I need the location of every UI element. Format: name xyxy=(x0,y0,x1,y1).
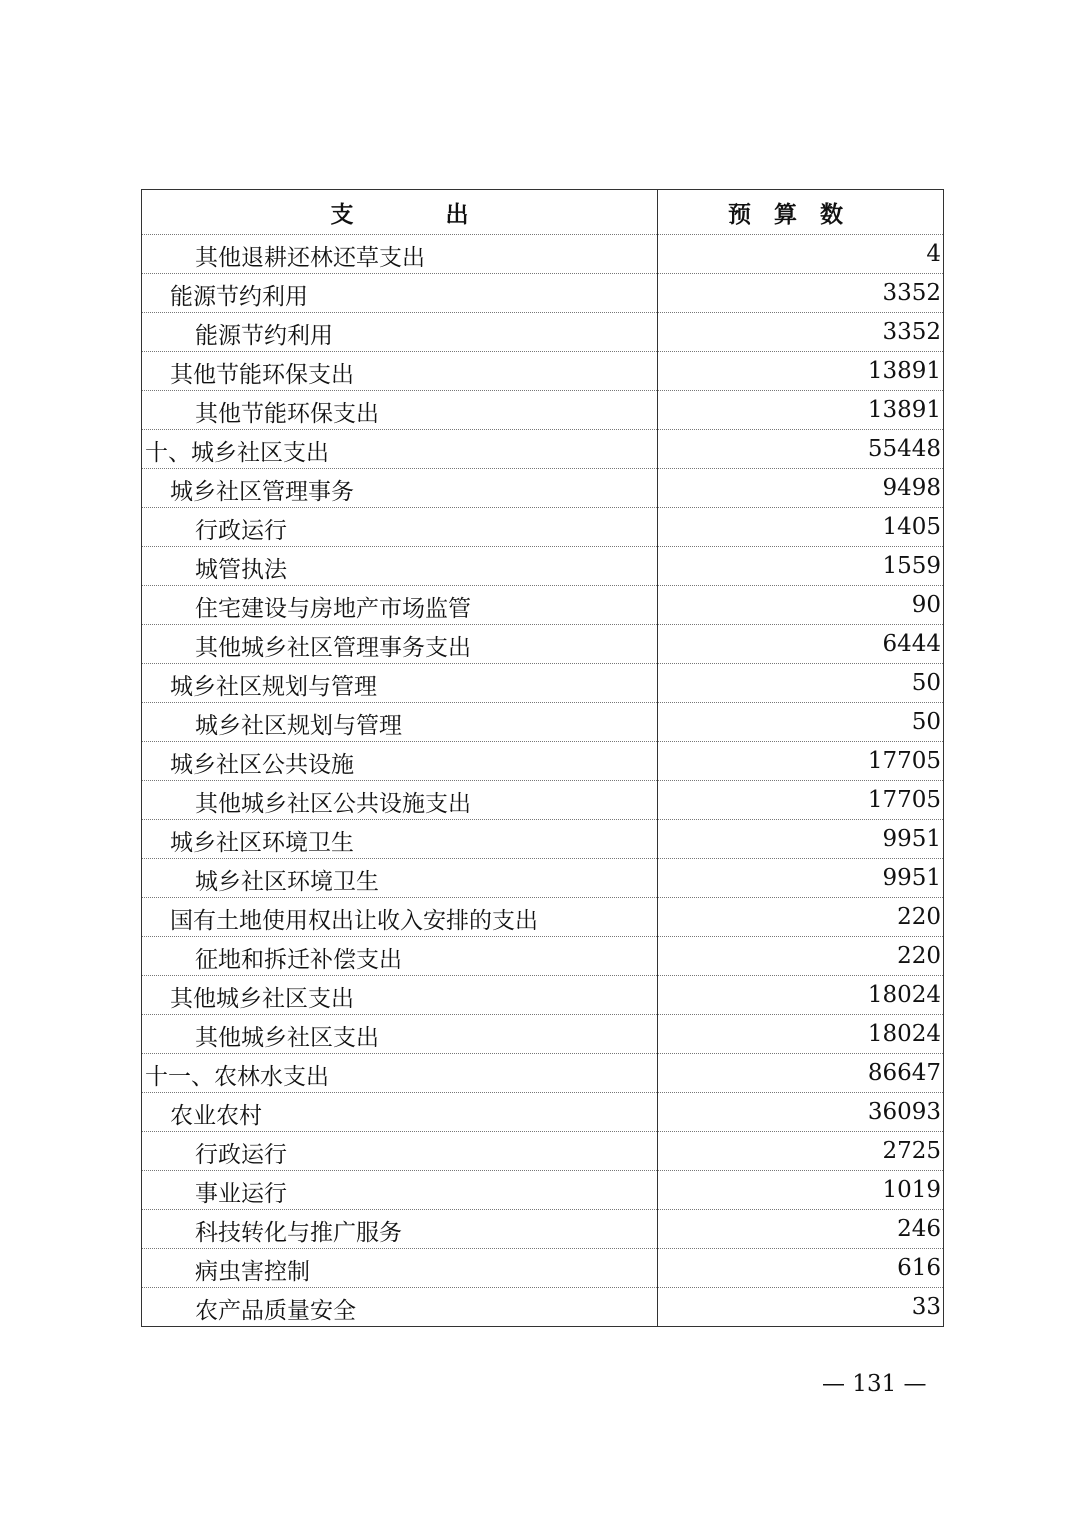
row-item-name xyxy=(142,1015,658,1054)
table-row xyxy=(142,1054,944,1093)
row-item-name xyxy=(142,742,658,781)
page-number: — 131 — xyxy=(822,1371,927,1397)
row-item-name xyxy=(142,1249,658,1288)
row-item-label: 能源节约利用 xyxy=(170,284,308,310)
row-amount: 86647 xyxy=(658,1054,944,1093)
row-amount: 1405 xyxy=(658,508,944,547)
table-row xyxy=(142,391,944,430)
row-amount: 9951 xyxy=(658,859,944,898)
row-item-name xyxy=(142,1288,658,1327)
row-item-label: 其他城乡社区支出 xyxy=(170,986,354,1012)
row-item-name xyxy=(142,274,658,313)
table-row xyxy=(142,469,944,508)
row-amount: 3352 xyxy=(658,313,944,352)
row-item-label: 事业运行 xyxy=(195,1181,287,1207)
row-item-name xyxy=(142,430,658,469)
row-item-name xyxy=(142,235,658,274)
row-amount: 55448 xyxy=(658,430,944,469)
row-amount: 50 xyxy=(658,703,944,742)
row-item-name xyxy=(142,1171,658,1210)
row-item-label: 行政运行 xyxy=(195,518,287,544)
table-row xyxy=(142,703,944,742)
row-amount: 18024 xyxy=(658,1015,944,1054)
table-row xyxy=(142,586,944,625)
row-item-label: 城乡社区管理事务 xyxy=(170,479,354,505)
row-item-name xyxy=(142,820,658,859)
table-row xyxy=(142,1015,944,1054)
row-item-name xyxy=(142,859,658,898)
table-body xyxy=(142,235,944,1327)
row-item-label: 行政运行 xyxy=(195,1142,287,1168)
row-item-label: 城乡社区环境卫生 xyxy=(195,869,379,895)
table-header xyxy=(142,190,944,235)
row-item-label: 其他退耕还林还草支出 xyxy=(195,245,425,271)
table-row xyxy=(142,859,944,898)
table-row xyxy=(142,1171,944,1210)
row-item-name xyxy=(142,352,658,391)
table-row xyxy=(142,1288,944,1327)
row-item-label: 国有土地使用权出让收入安排的支出 xyxy=(170,908,538,934)
row-item-name xyxy=(142,781,658,820)
table-row xyxy=(142,625,944,664)
table-row xyxy=(142,898,944,937)
row-amount: 13891 xyxy=(658,391,944,430)
row-item-label: 城乡社区规划与管理 xyxy=(170,674,377,700)
table-row xyxy=(142,976,944,1015)
row-amount: 1559 xyxy=(658,547,944,586)
row-amount: 4 xyxy=(658,235,944,274)
table-row xyxy=(142,508,944,547)
table-row xyxy=(142,1093,944,1132)
table-row xyxy=(142,1210,944,1249)
row-amount: 220 xyxy=(658,937,944,976)
table-row xyxy=(142,313,944,352)
row-item-name xyxy=(142,508,658,547)
row-item-label: 农业农村 xyxy=(170,1103,262,1129)
row-item-name xyxy=(142,703,658,742)
table-row xyxy=(142,274,944,313)
row-item-name xyxy=(142,625,658,664)
row-item-label: 城乡社区规划与管理 xyxy=(195,713,402,739)
table-row xyxy=(142,664,944,703)
row-amount: 220 xyxy=(658,898,944,937)
table-row xyxy=(142,1132,944,1171)
row-item-label: 十、城乡社区支出 xyxy=(145,440,329,466)
table-row xyxy=(142,547,944,586)
row-amount: 1019 xyxy=(658,1171,944,1210)
table-row xyxy=(142,1249,944,1288)
row-amount: 246 xyxy=(658,1210,944,1249)
row-item-name xyxy=(142,1210,658,1249)
row-amount: 33 xyxy=(658,1288,944,1327)
table-row xyxy=(142,430,944,469)
table-row xyxy=(142,820,944,859)
row-item-name xyxy=(142,391,658,430)
row-amount: 3352 xyxy=(658,274,944,313)
row-amount: 6444 xyxy=(658,625,944,664)
row-amount: 9951 xyxy=(658,820,944,859)
row-item-name xyxy=(142,937,658,976)
row-amount: 90 xyxy=(658,586,944,625)
row-item-label: 农产品质量安全 xyxy=(195,1298,356,1324)
row-item-label: 能源节约利用 xyxy=(195,323,333,349)
row-item-label: 城管执法 xyxy=(195,557,287,583)
table-row xyxy=(142,781,944,820)
row-item-name xyxy=(142,313,658,352)
row-amount: 50 xyxy=(658,664,944,703)
header-amount: 预 算 数 xyxy=(658,190,944,235)
row-item-label: 其他节能环保支出 xyxy=(195,401,379,427)
table-row xyxy=(142,235,944,274)
row-item-label: 征地和拆迁补偿支出 xyxy=(195,947,402,973)
table-row xyxy=(142,742,944,781)
row-amount: 18024 xyxy=(658,976,944,1015)
row-item-label: 住宅建设与房地产市场监管 xyxy=(195,596,471,622)
header-row xyxy=(142,190,944,235)
row-amount: 17705 xyxy=(658,781,944,820)
row-item-label: 科技转化与推广服务 xyxy=(195,1220,402,1246)
header-item: 支 出 xyxy=(142,190,658,235)
row-amount: 36093 xyxy=(658,1093,944,1132)
row-item-name xyxy=(142,1132,658,1171)
row-amount: 13891 xyxy=(658,352,944,391)
row-item-name xyxy=(142,469,658,508)
row-item-name xyxy=(142,976,658,1015)
row-item-label: 其他节能环保支出 xyxy=(170,362,354,388)
budget-table xyxy=(141,189,944,1327)
row-item-label: 其他城乡社区支出 xyxy=(195,1025,379,1051)
table-row xyxy=(142,352,944,391)
row-item-label: 病虫害控制 xyxy=(195,1259,310,1285)
row-item-name xyxy=(142,898,658,937)
table-row xyxy=(142,937,944,976)
row-item-label: 其他城乡社区公共设施支出 xyxy=(195,791,471,817)
row-item-name xyxy=(142,1093,658,1132)
row-item-label: 十一、农林水支出 xyxy=(145,1064,329,1090)
row-item-name xyxy=(142,664,658,703)
row-item-label: 城乡社区环境卫生 xyxy=(170,830,354,856)
row-amount: 616 xyxy=(658,1249,944,1288)
row-item-name xyxy=(142,1054,658,1093)
row-item-label: 城乡社区公共设施 xyxy=(170,752,354,778)
row-amount: 9498 xyxy=(658,469,944,508)
row-item-name xyxy=(142,586,658,625)
row-item-label: 其他城乡社区管理事务支出 xyxy=(195,635,471,661)
row-amount: 2725 xyxy=(658,1132,944,1171)
row-item-name xyxy=(142,547,658,586)
row-amount: 17705 xyxy=(658,742,944,781)
